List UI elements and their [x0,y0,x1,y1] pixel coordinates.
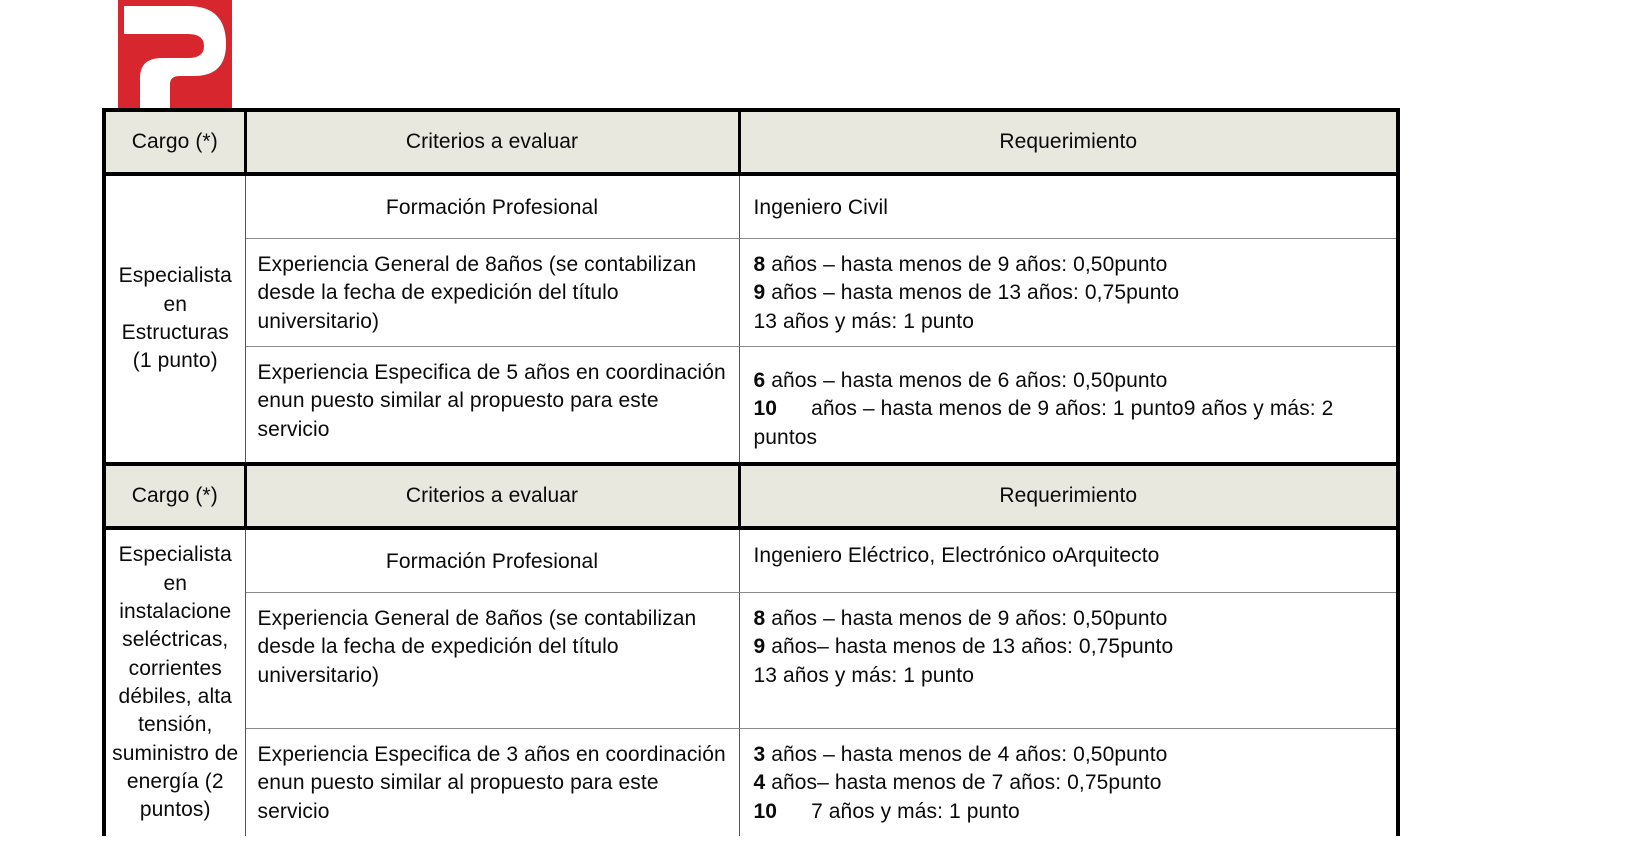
criterio-cell-2-3 [245,729,739,837]
req-line: Ingeniero Eléctrico, Electrónico oArquitecto [753,544,1160,568]
requerimiento-cell-2-1 [739,528,1398,593]
requerimiento-text-2-3 [740,729,1397,836]
requerimiento-cell-2-3 [739,729,1398,837]
criterio-text-2-1: Formación Profesional [385,550,599,574]
req-line: 13 años y más: 1 punto [753,309,975,333]
req-line: 3 años – hasta menos de 4 años: 0,50punto [753,743,1168,767]
cargo-cell-1 [104,174,245,464]
header-requerimiento-1 [739,110,1398,174]
table-body [104,110,1398,836]
criterio-cell-2-1 [245,528,739,593]
evaluation-criteria-table [102,108,1400,836]
cargo-label-1: Especialista en Estructuras (1 punto) [118,264,232,373]
criterio-cell-1-3 [245,347,739,465]
header-cargo-label-2: Cargo (*) [131,483,218,507]
requerimiento-text-1-2 [740,239,1397,346]
req-line: 8 años – hasta menos de 9 años: 0,50punto [753,607,1168,631]
table-header-row-2 [104,464,1398,528]
req-line: 8 años – hasta menos de 9 años: 0,50punto [753,253,1168,276]
table-row [104,174,1398,239]
header-cargo-1 [104,110,245,174]
req-line: 6 años – hasta menos de 6 años: 0,50punto [753,369,1168,393]
header-requerimiento-2 [739,464,1398,528]
logo-p-mark-icon [118,0,232,108]
req-line: 9 años– hasta menos de 13 años: 0,75punto [753,635,1174,659]
header-criterios-2 [245,464,739,528]
header-criterios-1 [245,110,739,174]
header-criterios-label-2: Criterios a evaluar [405,483,579,507]
company-logo [118,0,232,108]
table-row [104,239,1398,347]
header-cargo-2 [104,464,245,528]
header-requerimiento-label-2: Requerimiento [999,483,1138,507]
criterio-text-1-3: Experiencia Especifica de 5 años en coordinación enun puesto similar al propuesto para este servicio [257,361,726,441]
criterio-text-2-3: Experiencia Especifica de 3 años en coordinación enun puesto similar al propuesto para este servicio [257,743,726,823]
requerimiento-cell-1-1 [739,174,1398,239]
requerimiento-text-1-3 [740,347,1397,462]
criterio-cell-1-2 [245,239,739,347]
criterio-cell-2-2 [245,593,739,729]
header-requerimiento-label-1: Requerimiento [999,129,1138,153]
header-criterios-label-1: Criterios a evaluar [405,129,579,153]
req-line: 9 años – hasta menos de 13 años: 0,75punto [753,281,1180,305]
table-row [104,528,1398,593]
req-line: 4 años– hasta menos de 7 años: 0,75punto [753,771,1162,795]
requerimiento-cell-1-3 [739,347,1398,465]
req-line: 10 7 años y más: 1 punto [753,799,1020,823]
requerimiento-text-2-2 [740,593,1397,700]
req-line: Ingeniero Civil [753,196,889,219]
criterio-cell-1-1 [245,174,739,239]
requerimiento-text-1-1 [740,176,1397,232]
cargo-cell-2 [104,528,245,836]
criterio-text-2-2: Experiencia General de 8años (se contabilizan desde la fecha de expedición del título universitario) [257,607,697,687]
criterio-text-1-2: Experiencia General de 8años (se contabilizan desde la fecha de expedición del título universitario) [257,253,697,333]
criterio-text-1-1: Formación Profesional [385,196,599,219]
header-cargo-label-1: Cargo (*) [131,129,218,153]
table-header-row-1 [104,110,1398,174]
cargo-label-2: Especialista en instalacione seléctricas, corrientes débiles, alta tensión, suministro de energía (2 puntos) [112,543,239,822]
requerimiento-text-2-1 [740,530,1397,580]
logo-red-square [118,0,232,108]
table-row [104,593,1398,729]
req-line: 13 años y más: 1 punto [753,663,975,687]
req-line: 10 años – hasta menos de 9 años: 1 punto9 años y más: 2 puntos [753,397,1334,449]
requerimiento-cell-1-2 [739,239,1398,347]
table-row [104,347,1398,465]
requerimiento-cell-2-2 [739,593,1398,729]
table-row [104,729,1398,837]
